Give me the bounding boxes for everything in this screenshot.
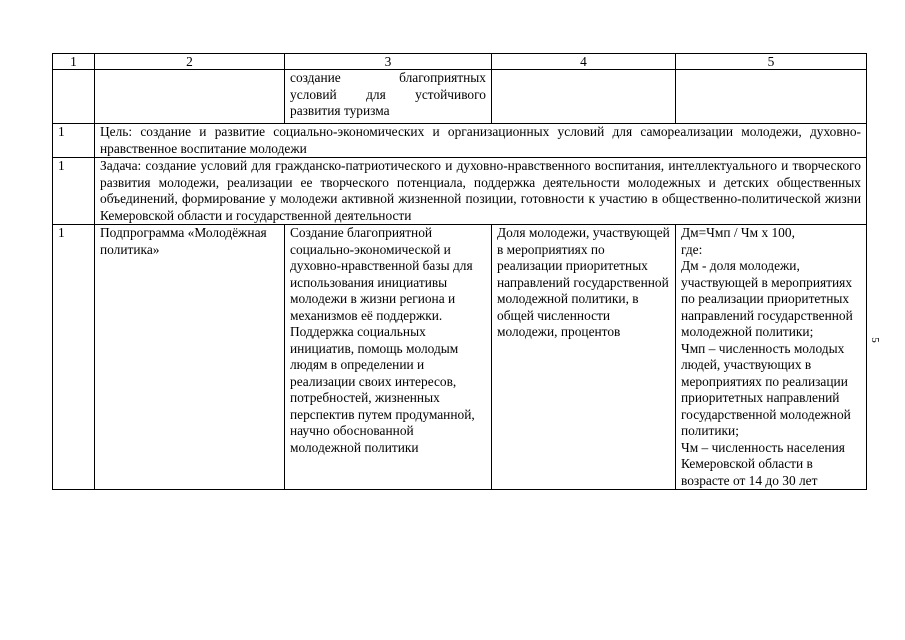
formula-line: Дм=Чмп / Чм х 100, (681, 225, 795, 240)
header-cell: 4 (492, 54, 676, 70)
header-cell: 1 (53, 54, 95, 70)
document-table (52, 53, 867, 490)
continuation-line: условий для устойчивого (290, 86, 486, 102)
row-number: 1 (53, 158, 95, 225)
goal-text: Цель: создание и развитие социально-экономических и организационных условий для самореализации молодежи, духовно-нравственное воспитание молодежи (95, 124, 867, 158)
formula-line: где: (681, 241, 703, 257)
table-cell (53, 70, 95, 124)
table-cell (676, 70, 867, 124)
program-name: Подпрограмма «Молодёжная политика» (95, 225, 285, 490)
continuation-line: создание благоприятных (290, 70, 486, 85)
program-formula (676, 225, 867, 490)
continuation-row (53, 70, 867, 124)
program-indicator: Доля молодежи, участвующей в мероприятиях по реализации приоритетных направлений государственной молодежной политики, в общей численности молодежи, процентов (492, 225, 676, 490)
row-number: 1 (53, 225, 95, 490)
page-number: 5 (868, 337, 881, 343)
program-row (53, 225, 867, 490)
goal-row (53, 124, 867, 158)
continuation-line: развития туризма (290, 103, 390, 118)
table-cell (285, 70, 492, 124)
formula-line: Чмп – численность молодых людей, участвующих в мероприятиях по реализации приоритетных направлений государственной молодежной политики; (681, 340, 851, 438)
task-row (53, 158, 867, 225)
table-cell (492, 70, 676, 124)
task-text: Задача: создание условий для гражданско-патриотического и духовно-нравственного воспитания, интеллектуального и творческого развития молодежи, реализации ее творческого потенциала, поддержка деятельности молодежных и детских общественных объединений, формирование у молодежи активной жизненной позиции, готовности к участию в общественно-политической жизни Кемеровской области и государственной деятельности (95, 158, 867, 225)
table-cell (95, 70, 285, 124)
header-cell: 5 (676, 54, 867, 70)
header-cell: 3 (285, 54, 492, 70)
formula-line: Чм – численность населения Кемеровской области в возрасте от 14 до 30 лет (681, 439, 845, 488)
formula-line: Дм - доля молодежи, участвующей в мероприятиях по реализации приоритетных направлений государственной молодежной политики; (681, 258, 853, 339)
program-description: Создание благоприятной социально-экономической и духовно-нравственной базы для использования инициативы молодежи в жизни региона и механизмов её поддержки. Поддержка социальных инициатив, помощь молодым людям в определении и реализации своих интересов, потребностей, жизненных перспектив путем продуманной, научно обоснованной молодежной политики (285, 225, 492, 490)
header-row (53, 54, 867, 70)
row-number: 1 (53, 124, 95, 158)
header-cell: 2 (95, 54, 285, 70)
